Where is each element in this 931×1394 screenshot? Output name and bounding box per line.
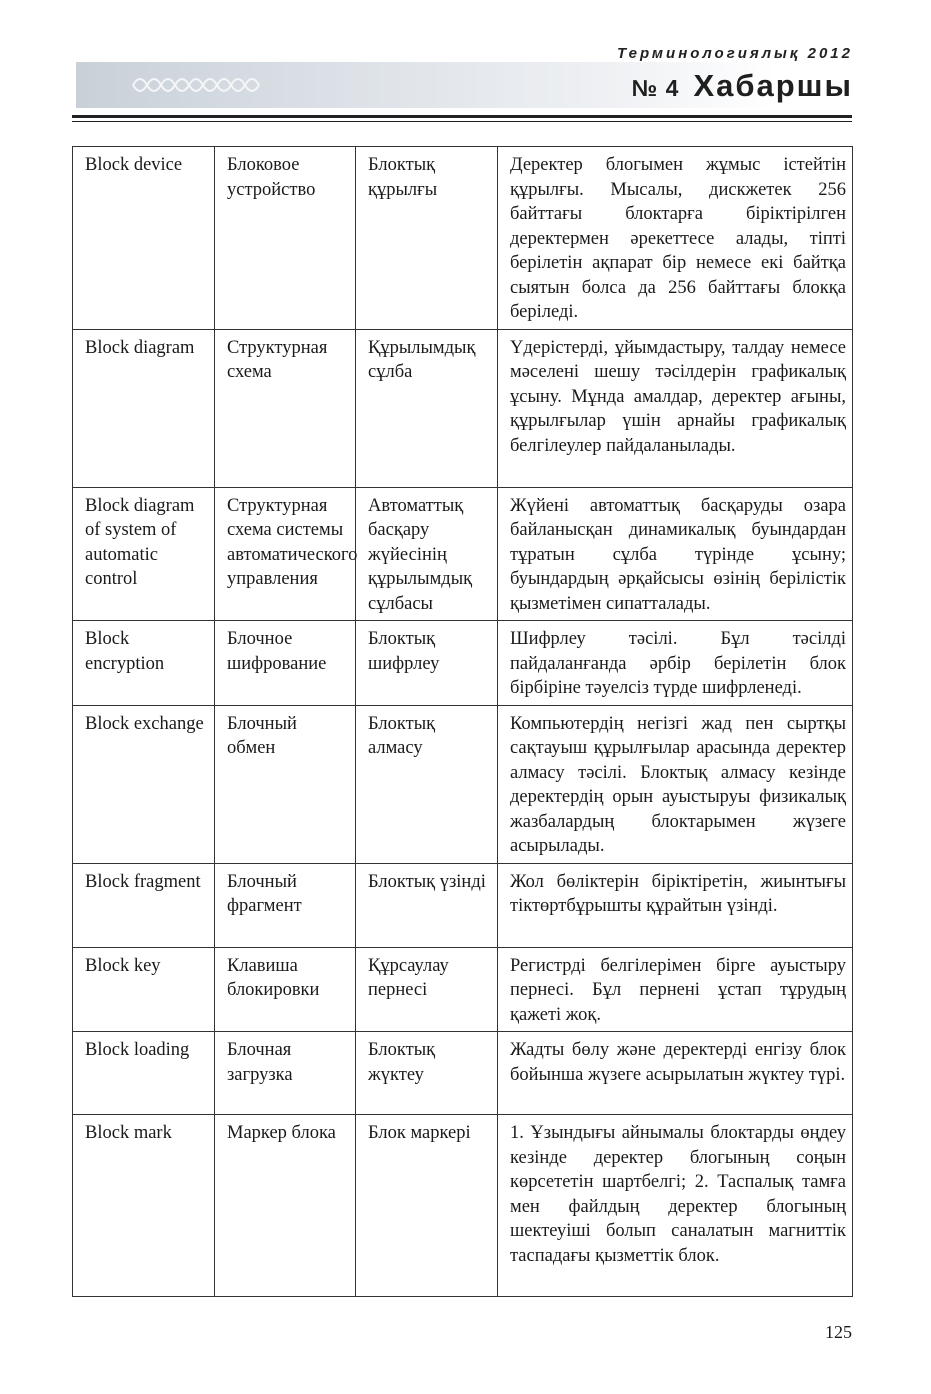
term-russian: Блочное шифрование — [215, 621, 356, 706]
table-row — [73, 705, 853, 863]
page-number: 125 — [825, 1322, 852, 1342]
term-kazakh: Блоктық үзінді — [356, 863, 498, 947]
table-row — [73, 147, 853, 330]
term-english: Block device — [73, 147, 215, 330]
table-row — [73, 487, 853, 621]
term-english: Block loading — [73, 1032, 215, 1115]
issue-number: № 4 — [631, 75, 680, 101]
term-russian: Клавиша блокировки — [215, 947, 356, 1032]
journal-name: Терминологиялық — [617, 45, 801, 62]
table-row — [73, 863, 853, 947]
term-russian: Маркер блока — [215, 1115, 356, 1297]
term-english: Block mark — [73, 1115, 215, 1297]
ornament-pattern-icon — [128, 70, 268, 100]
term-kazakh: Блок маркері — [356, 1115, 498, 1297]
term-kazakh: Блоктық шифрлеу — [356, 621, 498, 706]
term-russian: Структурная схема системы автоматического управления — [215, 487, 356, 621]
term-definition: Компьютердің негізгі жад пен сыртқы сақтауыш құрылғылар арасында деректер алмасу тәсілі. Блоктық алмасу кезінде деректердің орын ауыстыруы физикалық жазбалардың блоктарымен жүзеге асырылады. — [498, 705, 853, 863]
terminology-table — [72, 146, 853, 1297]
term-russian: Структурная схема — [215, 329, 356, 487]
journal-year: 2012 — [807, 45, 853, 62]
table-row — [73, 947, 853, 1032]
term-kazakh: Құрсаулау пернесі — [356, 947, 498, 1032]
term-russian: Блочный обмен — [215, 705, 356, 863]
term-definition: Регистрді белгілерімен бірге ауыстыру пернесі. Бұл пернені ұстап тұрудың қажеті жоқ. — [498, 947, 853, 1032]
term-kazakh: Блоктық алмасу — [356, 705, 498, 863]
term-russian: Блочная загрузка — [215, 1032, 356, 1115]
term-english: Block fragment — [73, 863, 215, 947]
table-row — [73, 329, 853, 487]
term-definition: Жадты бөлу және деректерді енгізу блок бойынша жүзеге асырылатын жүктеу түрі. — [498, 1032, 853, 1115]
term-russian: Блочный фрагмент — [215, 863, 356, 947]
term-definition: Жүйені автоматтық басқаруды озара байланысқан динамикалық буындардан тұратын сұлба түрінде ұсыну; буындардың әрқайсысы өзінің берілістік қызметімен сипатталады. — [498, 487, 853, 621]
table-row — [73, 1032, 853, 1115]
term-english: Block diagram of system of automatic control — [73, 487, 215, 621]
term-definition: Шифрлеу тәсілі. Бұл тәсілді пайдаланғанда әрбір берілетін блок бірбіріне тәуелсіз түрде шифрленеді. — [498, 621, 853, 706]
term-english: Block exchange — [73, 705, 215, 863]
term-definition: 1. Ұзындығы айнымалы блоктарды өңдеу кезінде деректер блогының соңын көрсететін шартбелгі; 2. Таспалық тамға мен файлдың деректер блогының шектеуіші болып саналатын магниттік таспадағы қызметтік блок. — [498, 1115, 853, 1297]
term-kazakh: Блоктық құрылғы — [356, 147, 498, 330]
term-english: Block diagram — [73, 329, 215, 487]
term-kazakh: Автоматтық басқару жүйесінің құрылымдық сұлбасы — [356, 487, 498, 621]
table-row — [73, 621, 853, 706]
term-russian: Блоковое устройство — [215, 147, 356, 330]
header-rule-thin — [72, 121, 852, 122]
term-kazakh: Блоктық жүктеу — [356, 1032, 498, 1115]
bulletin-title: Хабаршы — [693, 68, 853, 103]
term-english: Block encryption — [73, 621, 215, 706]
journal-issue-heading — [632, 68, 853, 104]
term-english: Block key — [73, 947, 215, 1032]
term-definition: Жол бөліктерін біріктіретін, жиынтығы тіктөртбұрышты құрайтын үзінді. — [498, 863, 853, 947]
table-row — [73, 1115, 853, 1297]
header-rule — [72, 115, 852, 118]
term-kazakh: Құрылымдық сұлба — [356, 329, 498, 487]
term-definition: Үдерістерді, ұйымдастыру, талдау немесе мәселені шешу тәсілдерін графикалық ұсыну. Мұнда амалдар, деректер ағыны, құрылғылар үшін арнайы графикалық белгілеулер пайдаланылады. — [498, 329, 853, 487]
journal-title — [617, 45, 853, 62]
term-definition: Деректер блогымен жұмыс істейтін құрылғы. Мысалы, дискжетек 256 байттағы блоктарға біріктірілген деректермен әрекеттесе алады, тіпті берілетін ақпарат бір немесе екі байтқа сыятын болса да 256 байттағы блокқа беріледі. — [498, 147, 853, 330]
